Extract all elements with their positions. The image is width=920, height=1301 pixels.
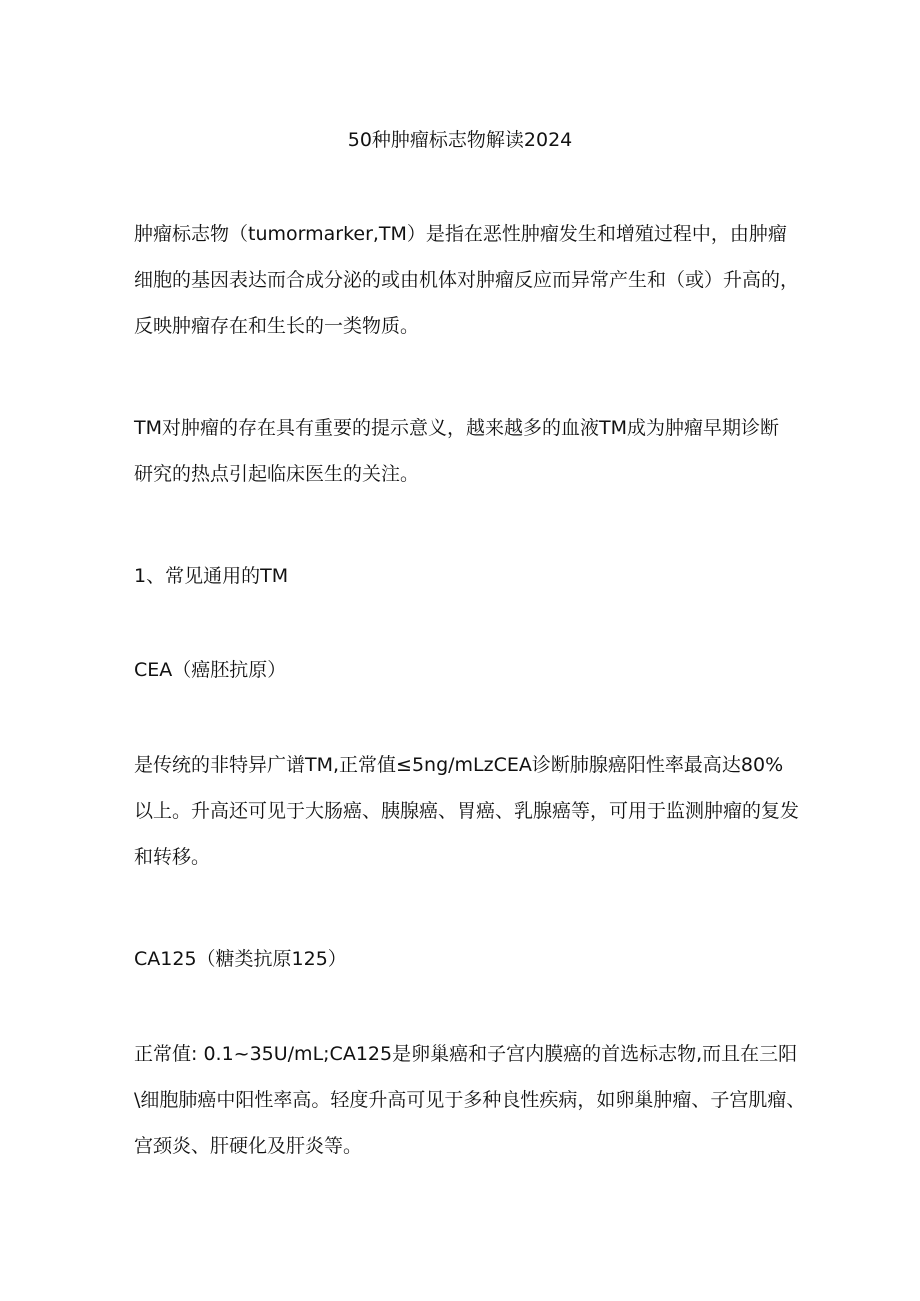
paragraph-line: \细胞肺癌中阳性率高。轻度升高可见于多种良性疾病，如卵巢肿瘤、子宫肌瘤、 [134, 1089, 806, 1111]
paragraph-line: 肿瘤标志物（tumormarker,TM）是指在恶性肿瘤发生和增殖过程中，由肿瘤 [134, 223, 787, 245]
paragraph-line: 研究的热点引起临床医生的关注。 [134, 463, 420, 485]
ca125-heading: CA125（糖类抗原125） [134, 948, 347, 970]
paragraph-line: 正常值: 0.1~35U/mL;CA125是卵巢癌和子宫内膜癌的首选标志物,而且在三阳 [134, 1043, 798, 1065]
paragraph-line: 以上。升高还可见于大肠癌、胰腺癌、胃癌、乳腺癌等，可用于监测肿瘤的复发 [134, 800, 800, 822]
cea-paragraph [134, 751, 800, 889]
paragraph-line: 细胞的基因表达而合成分泌的或由机体对肿瘤反应而异常产生和（或）升高的， [134, 269, 800, 291]
paragraph-line: 反映肿瘤存在和生长的一类物质。 [134, 315, 420, 337]
paragraph-line: 是传统的非特异广谱TM,正常值≤5ng/mLzCEA诊断肺腺癌阳性率最高达80% [134, 754, 784, 776]
cea-heading: CEA（癌胚抗原） [134, 659, 287, 681]
paragraph-line: TM对肿瘤的存在具有重要的提示意义，越来越多的血液TM成为肿瘤早期诊断 [134, 417, 779, 439]
intro-paragraph [134, 220, 800, 358]
section-heading-common-tm: 1、常见通用的TM [134, 565, 289, 587]
paragraph-line: 和转移。 [134, 846, 211, 868]
ca125-paragraph [134, 1040, 806, 1178]
paragraph-line: 宫颈炎、肝硬化及肝炎等。 [134, 1135, 363, 1157]
significance-paragraph [134, 414, 794, 506]
document-title: 50种肿瘤标志物解读2024 [347, 129, 573, 151]
